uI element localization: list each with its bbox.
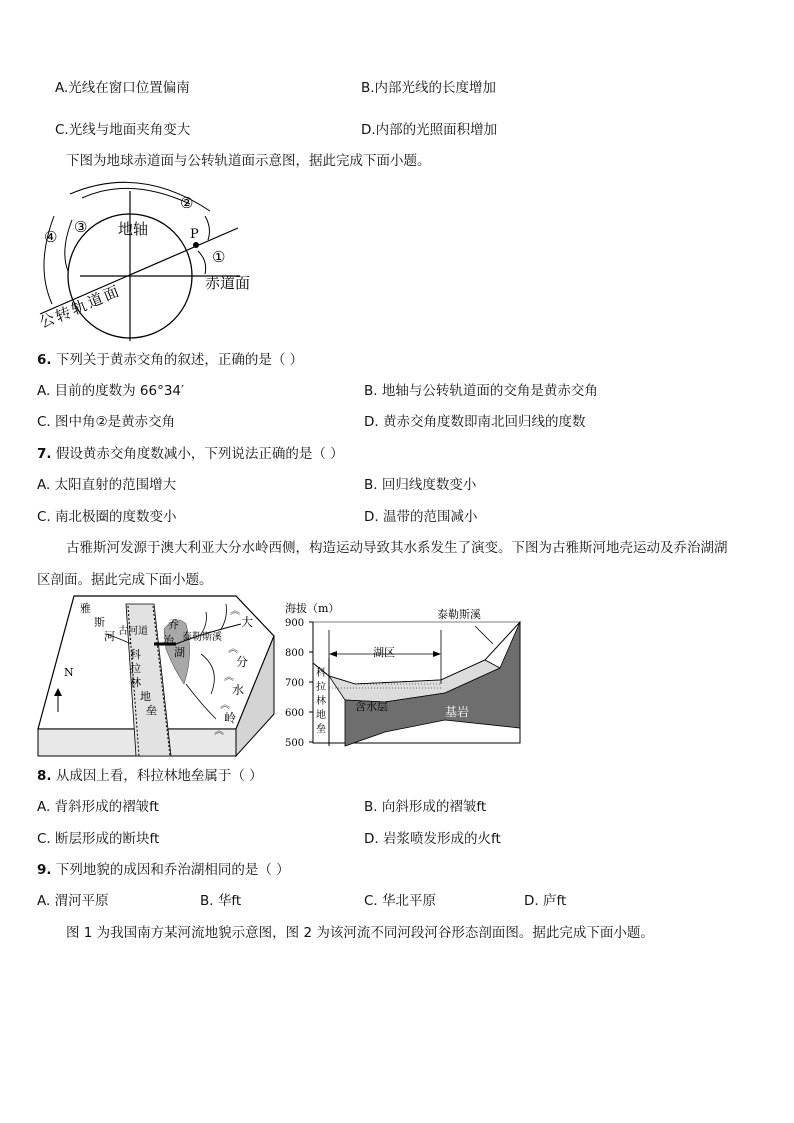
block-diagram: [36, 594, 278, 759]
tick-label: 700: [285, 678, 305, 689]
orbit-label-char: 轨: [68, 296, 90, 319]
ridge-char: 岭: [224, 711, 237, 725]
kela-char: 垒: [316, 724, 326, 735]
q8-option-c: C. 断层形成的断块ft: [37, 831, 160, 847]
orbit-label-char: 转: [52, 303, 74, 326]
aquifer-label: 含水层: [355, 700, 388, 713]
orbit-label-char: 公: [36, 309, 58, 332]
angle-mark-1: ①: [212, 248, 226, 266]
earth-orbit-diagram: [30, 176, 290, 346]
q9-option-c: C. 华北平原: [364, 893, 437, 909]
yasi-char: 雅: [80, 602, 91, 615]
q8-option-b: B. 向斜形成的褶皱ft: [364, 799, 487, 815]
intro-figure3: 图 1 为我国南方某河流地貌示意图，图 2 为该河流不同河段河谷形态剖面图。据此完成下面小题。: [66, 925, 654, 941]
q8-option-d: D. 岩浆喷发形成的火ft: [364, 831, 501, 847]
ridge-char: 大: [241, 615, 254, 629]
q9-stem: 9. 下列地貌的成因和乔治湖相同的是（ ）: [37, 862, 290, 878]
svg-text:︽: ︽: [220, 700, 230, 711]
kela-char: 林: [130, 676, 141, 689]
angle-mark-4: ④: [44, 228, 58, 246]
point-p-label: P: [190, 227, 199, 242]
intro-figure2-line2: 区剖面。据此完成下面小题。: [37, 572, 213, 588]
kela-char: 垒: [146, 704, 157, 717]
kela-char: 科: [130, 648, 141, 661]
q8-stem: 8. 从成因上看，科拉林地垒属于（ ）: [37, 768, 263, 784]
intro-figure1: 下图为地球赤道面与公转轨道面示意图，据此完成下面小题。: [66, 153, 431, 169]
north-label: N: [64, 666, 74, 679]
lake-zone-label: 湖区: [373, 646, 395, 659]
kela-char: 拉: [316, 682, 326, 693]
prev-option-a: A.光线在窗口位置偏南: [55, 80, 190, 96]
taylors-creek-label: 泰勒斯溪: [437, 608, 481, 621]
qiao-char: 治: [163, 634, 174, 647]
q6-stem: 6. 下列关于黄赤交角的叙述，正确的是（ ）: [37, 352, 304, 368]
prev-option-c: C.光线与地面夹角变大: [55, 122, 191, 138]
orbit-label-char: 道: [84, 289, 106, 312]
lake-cross-section: [285, 598, 525, 754]
q7-option-a: A. 太阳直射的范围增大: [37, 477, 177, 493]
q6-option-b: B. 地轴与公转轨道面的交角是黄赤交角: [364, 383, 598, 399]
q9-option-a: A. 渭河平原: [37, 893, 109, 909]
elevation-axis-label: 海拔（m）: [285, 602, 340, 615]
q6-option-a: A. 目前的度数为 66°34′: [37, 383, 185, 399]
q9-option-b: B. 华ft: [200, 893, 242, 909]
bedrock-label: 基岩: [445, 705, 470, 719]
axis-label: 地轴: [118, 220, 149, 238]
q7-option-b: B. 回归线度数变小: [364, 477, 477, 493]
kela-char: 林: [316, 696, 326, 707]
tick-label: 600: [285, 708, 305, 719]
svg-text:︽: ︽: [230, 606, 240, 617]
q9-option-d: D. 庐ft: [524, 893, 567, 909]
ridge-char: 分: [236, 655, 249, 669]
kela-char: 地: [316, 710, 326, 721]
prev-option-b: B.内部光线的长度增加: [361, 80, 497, 96]
kela-char: 地: [140, 690, 151, 703]
prev-option-d: D.内部的光照面积增加: [361, 122, 498, 138]
svg-text:︽: ︽: [228, 644, 238, 655]
q6-option-c: C. 图中角②是黄赤交角: [37, 414, 176, 430]
svg-text:︽: ︽: [214, 726, 224, 737]
q8-option-a: A. 背斜形成的褶皱ft: [37, 799, 159, 815]
tick-label: 500: [285, 738, 305, 749]
q6-option-d: D. 黄赤交角度数即南北回归线的度数: [364, 414, 586, 430]
yasi-char: 斯: [94, 616, 105, 629]
qiao-char: 湖: [174, 646, 185, 659]
q7-option-d: D. 温带的范围减小: [364, 509, 478, 525]
kela-char: 拉: [130, 662, 141, 675]
q7-option-c: C. 南北极圈的度数变小: [37, 509, 177, 525]
tick-label: 900: [285, 618, 305, 629]
old-channel-label: 古河道: [118, 626, 148, 637]
angle-mark-3: ③: [74, 218, 88, 236]
svg-text:︽: ︽: [224, 672, 234, 683]
tick-label: 800: [285, 648, 305, 659]
ridge-char: 水: [232, 683, 245, 697]
angle-mark-2: ②: [180, 194, 194, 212]
equator-plane-label: 赤道面: [205, 274, 251, 292]
kela-char: 科: [316, 668, 326, 679]
orbit-label-char: 面: [100, 282, 122, 305]
intro-figure2-line1: 古雅斯河发源于澳大利亚大分水岭西侧，构造运动导致其水系发生了演变。下图为古雅斯河地壳运动及乔治湖湖: [66, 540, 728, 556]
taylors-creek-label: 泰勒斯溪: [182, 632, 222, 643]
q7-stem: 7. 假设黄赤交角度数减小，下列说法正确的是（ ）: [37, 446, 344, 462]
qiao-char: 乔: [168, 618, 179, 631]
yasi-char: 河: [104, 630, 115, 643]
